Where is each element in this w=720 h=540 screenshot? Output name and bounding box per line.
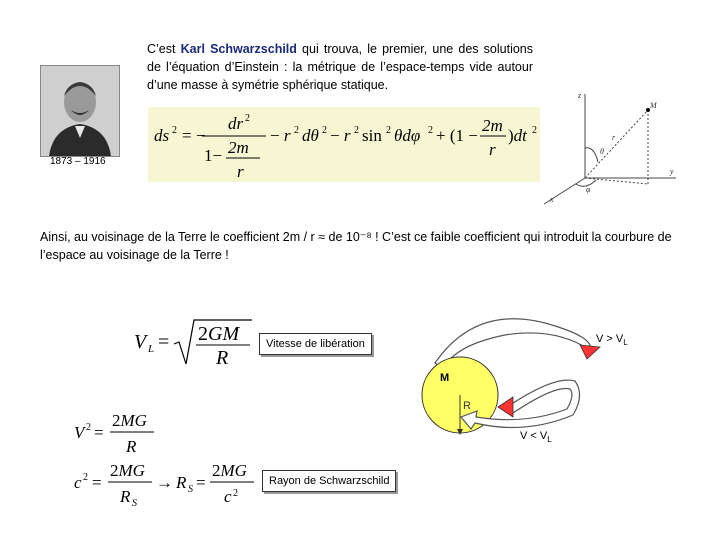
- portrait-years: 1873 – 1916: [50, 156, 106, 167]
- svg-text:=: =: [196, 473, 206, 492]
- svg-text:=: =: [94, 423, 104, 442]
- svg-text:L: L: [148, 343, 155, 355]
- schwarzschild-radius-formula: [72, 458, 262, 508]
- v-greater-label: [596, 333, 628, 347]
- svg-text:2: 2: [245, 113, 250, 124]
- schwarzschild-radius-label: Rayon de Schwarzschild: [262, 470, 396, 492]
- intro-before: C’est: [147, 42, 181, 56]
- escape-velocity-label: Vitesse de libération: [259, 333, 372, 355]
- coord-r-label: r: [612, 133, 616, 142]
- escape-velocity-equation: [130, 314, 270, 370]
- svg-text:r: r: [489, 140, 496, 159]
- svg-text:S: S: [132, 498, 137, 508]
- svg-text:dr: dr: [228, 114, 244, 133]
- coord-m-label: M: [650, 101, 657, 110]
- coord-x-label: x: [550, 195, 554, 204]
- svg-text:2: 2: [172, 125, 177, 136]
- escape-velocity-formula: [130, 314, 270, 370]
- mass-label: M: [440, 372, 450, 384]
- v-less-sub: L: [547, 435, 552, 445]
- svg-text:c: c: [74, 473, 82, 492]
- svg-text:2MG: 2MG: [112, 411, 147, 430]
- svg-text:V: V: [134, 331, 147, 353]
- svg-text:2: 2: [532, 125, 537, 136]
- svg-text:ds: ds: [154, 126, 170, 145]
- svg-text:1−: 1−: [204, 146, 223, 165]
- coord-y-label: y: [670, 167, 674, 176]
- svg-text:R: R: [120, 487, 131, 506]
- v-less-text: V < V: [520, 430, 548, 442]
- svg-text:dθ: dθ: [302, 126, 319, 145]
- v-greater-text: V > V: [596, 333, 624, 345]
- svg-text:2: 2: [322, 125, 327, 136]
- svg-text:= −: = −: [182, 126, 206, 145]
- svg-text:+ (1 −: + (1 −: [436, 126, 478, 145]
- svg-text:θdφ: θdφ: [394, 126, 421, 145]
- portrait-image: [41, 66, 119, 156]
- svg-text:− r: − r: [330, 126, 351, 145]
- svg-text:c: c: [224, 487, 232, 506]
- svg-text:2: 2: [386, 125, 391, 136]
- coord-z-label: z: [578, 91, 582, 100]
- svg-text:R: R: [126, 437, 137, 456]
- coord-phi-label: φ: [586, 185, 591, 194]
- svg-text:2MG: 2MG: [212, 461, 247, 480]
- intro-after: qui trouva, le premier, une des solutions de l’équation d’Einstein : la métrique de l’espace-temps vide autour d’une masse à symétrie sphérique statique.: [147, 42, 534, 92]
- intro-paragraph: [147, 40, 533, 94]
- metric-equation: [148, 107, 540, 182]
- svg-text:R: R: [176, 473, 187, 492]
- scientist-name: Karl Schwarzschild: [180, 42, 297, 56]
- svg-text:)dt: )dt: [508, 126, 527, 145]
- v-squared-equation: [72, 408, 162, 456]
- svg-text:→: →: [156, 473, 173, 492]
- curvature-paragraph: Ainsi, au voisinage de la Terre le coefficient 2m / r ≈ de 10⁻⁸ ! C’est ce faible coefficient qui introduit la courbure de l’espace au voisinage de la Terre !: [40, 230, 672, 262]
- portrait-photo: [40, 65, 120, 157]
- return-arrowhead: [498, 397, 513, 417]
- svg-text:2: 2: [354, 125, 359, 136]
- svg-text:2: 2: [428, 125, 433, 136]
- schwarzschild-radius-equation: [72, 458, 262, 508]
- svg-text:2: 2: [83, 472, 88, 483]
- svg-text:2: 2: [294, 125, 299, 136]
- v-less-label: [520, 430, 552, 444]
- coordinates-svg: [540, 88, 682, 208]
- radius-label: R: [463, 400, 471, 412]
- spherical-coordinates-diagram: [540, 88, 682, 208]
- coord-theta-label: θ: [600, 147, 604, 156]
- svg-text:2GM: 2GM: [198, 323, 240, 345]
- svg-text:=: =: [158, 331, 170, 353]
- svg-text:R: R: [216, 347, 229, 369]
- svg-text:V: V: [74, 423, 85, 442]
- radius-line: [585, 110, 648, 178]
- v-squared-formula: [72, 408, 162, 456]
- svg-text:2m: 2m: [228, 138, 249, 157]
- v-greater-sub: L: [623, 338, 628, 348]
- svg-text:− r: − r: [270, 126, 291, 145]
- svg-text:=: =: [92, 473, 102, 492]
- svg-text:S: S: [188, 484, 193, 495]
- svg-text:2m: 2m: [482, 116, 503, 135]
- schwarzschild-metric-formula: [148, 107, 540, 182]
- svg-text:r: r: [237, 162, 244, 181]
- svg-text:2: 2: [86, 422, 91, 433]
- svg-text:2MG: 2MG: [110, 461, 145, 480]
- svg-text:2: 2: [233, 488, 238, 499]
- svg-text:sin: sin: [362, 126, 382, 145]
